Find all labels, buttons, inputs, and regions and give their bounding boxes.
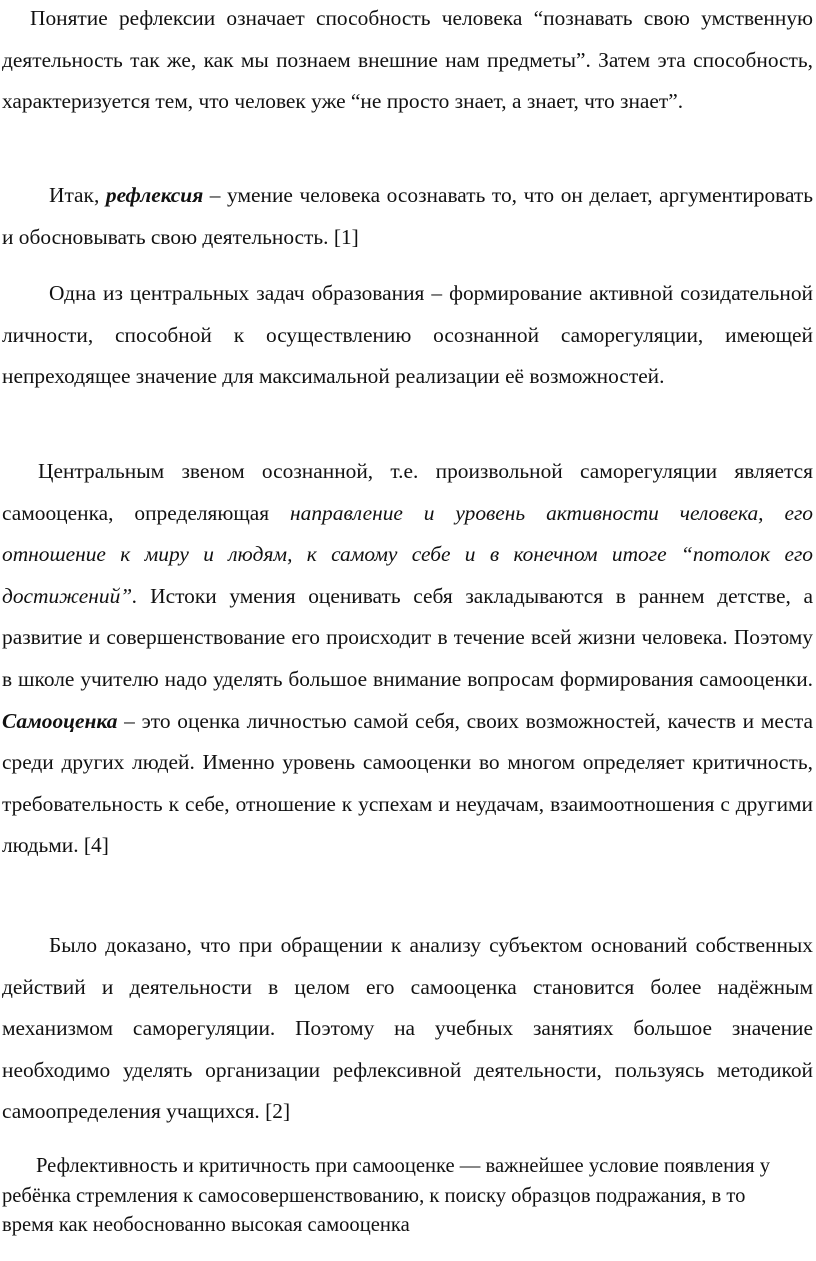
- paragraph-self-assessment: [2, 451, 813, 867]
- paragraph-text: Было доказано, что при обращении к анализу субъектом оснований собственных действий и деятельности в целом его самооценка становится более надёжным механизмом саморегуляции. Поэтому на учебных занятиях большое значение необходимо уделять организации рефлексивной деятельности, пользуясь методикой самоопределения учащихся. [2]: [2, 933, 813, 1124]
- paragraph-reflection-definition: [2, 175, 813, 258]
- italic-emphasis: направление и уровень активности человека, его отношение к миру и людям, к самому себе и в конечном итоге “потолок его достижений”.: [2, 500, 813, 608]
- paragraph-text-start: Итак,: [49, 183, 106, 207]
- paragraph-text-part3: – это оценка личностью самой себя, своих возможностей, качеств и места среди других людей. Именно уровень самооценки во многом определяет критичность, требовательность к себе, отношение к успехам и неудачам, взаимоотношения с другими людьми. [4]: [2, 708, 813, 858]
- paragraph-education-task: [2, 273, 813, 398]
- paragraph-text-end: – умение человека осознавать то, что он делает, аргументировать и обосновывать свою деятельность. [1]: [2, 183, 814, 249]
- paragraph-text: Понятие рефлексии означает способность человека “познавать свою умственную деятельность так же, как мы познаем внешние нам предметы”. Затем эта способность, характеризуется тем, что человек уже “не просто знает, а знает, что знает”.: [2, 6, 813, 114]
- paragraph-text-part2: Истоки умения оценивать себя закладываются в раннем детстве, а развитие и совершенствование его происходит в течение всей жизни человека. Поэтому в школе учителю надо уделять большое внимание вопросам формирования самооценки.: [2, 583, 813, 691]
- paragraph-reflectivity-criticality: [2, 1152, 776, 1241]
- defined-term-reflection: рефлексия: [105, 183, 204, 207]
- paragraph-reflection-concept: [2, 0, 813, 123]
- paragraph-text: Одна из центральных задач образования – формирование активной созидательной личности, способной к осуществлению осознанной саморегуляции, имеющей непреходящее значение для максимальной реализации её возможностей.: [2, 281, 813, 389]
- defined-term-self-assessment: Самооценка: [2, 708, 118, 733]
- paragraph-text: Рефлективность и критичность при самооценке — важнейшее условие появления у ребёнка стремления к самосовершенствованию, к поиску образцов подражания, в то время как необоснованно высокая самооценка: [2, 1155, 771, 1236]
- paragraph-text-part1: Центральным звеном осознанной, т.е. произвольной саморегуляции является самооценка, определяющая: [2, 459, 813, 525]
- paragraph-proven-finding: [2, 925, 813, 1133]
